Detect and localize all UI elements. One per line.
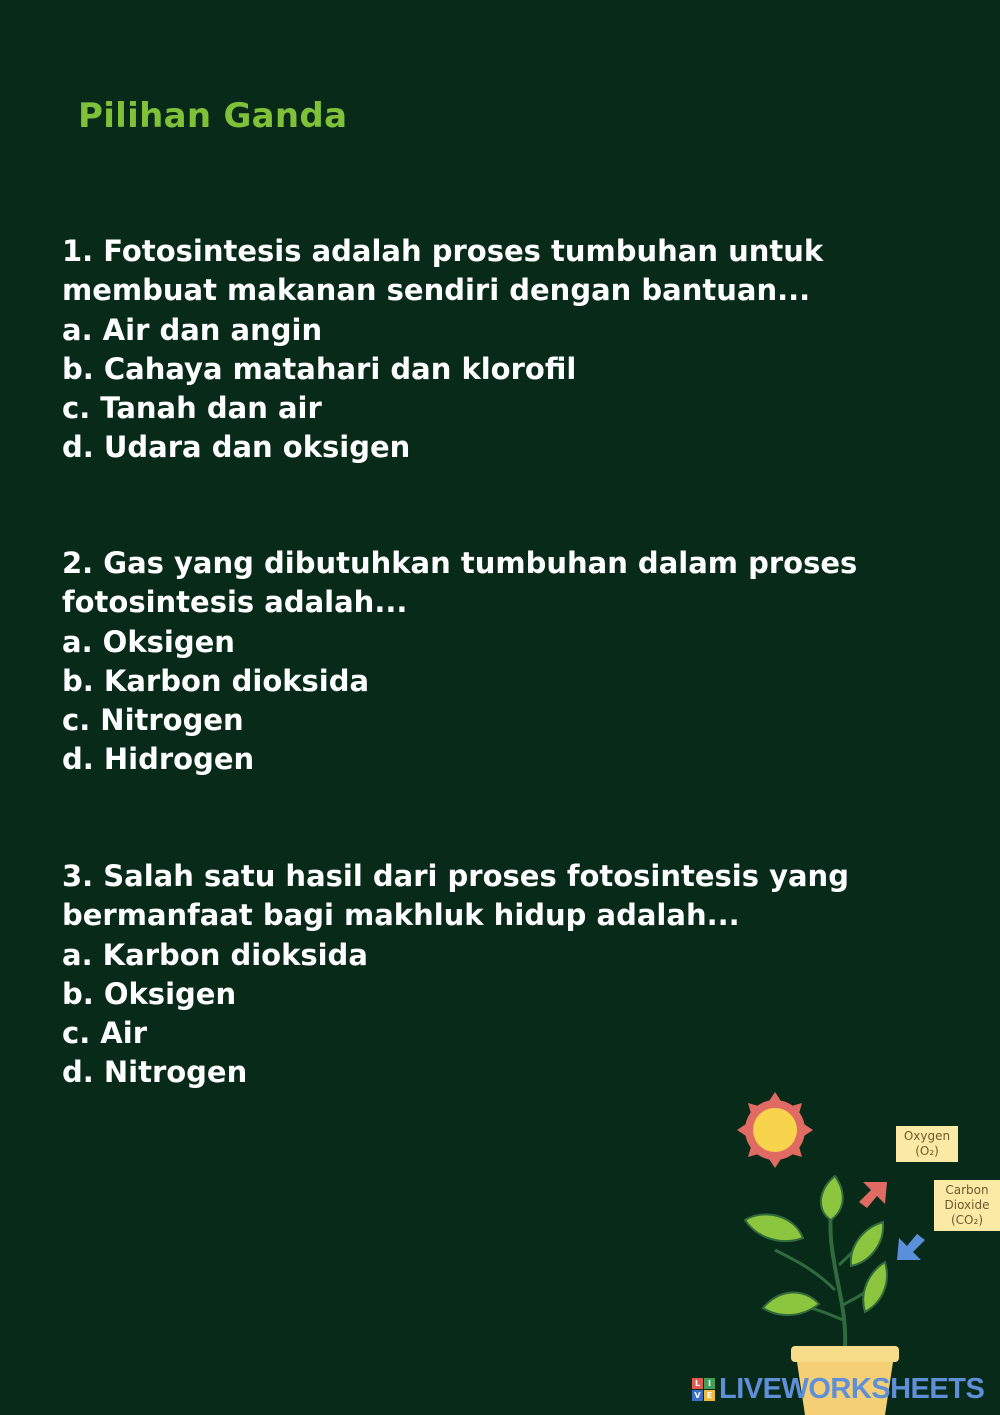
oxygen-label-line: (O₂)	[915, 1144, 939, 1158]
arrow-down-icon	[897, 1234, 925, 1260]
option-c: c. Tanah dan air	[62, 391, 322, 426]
page-title: Pilihan Ganda	[78, 96, 348, 136]
liveworksheets-watermark	[692, 1372, 984, 1406]
question-text-line: membuat makanan sendiri dengan bantuan...	[62, 273, 811, 308]
watermark-text: LIVEWORKSHEETS	[719, 1372, 985, 1405]
oxygen-label-line: Oxygen	[903, 1129, 951, 1143]
option-a: a. Karbon dioksida	[62, 937, 368, 972]
co2-label-line: Carbon	[945, 1183, 989, 1197]
question-text-line: 3. Salah satu hasil dari proses fotosintesis yang	[62, 859, 849, 893]
option-d: d. Nitrogen	[62, 1055, 248, 1090]
option-a: a. Air dan angin	[62, 312, 323, 347]
option-c: c. Nitrogen	[62, 703, 244, 738]
question-3	[62, 857, 882, 1093]
question-1	[62, 232, 882, 468]
question-text-line: bermanfaat bagi makhluk hidup adalah...	[62, 898, 740, 933]
co2-label-line: Dioxide	[944, 1198, 990, 1212]
carbon-dioxide-label	[934, 1180, 1000, 1231]
option-b: b. Cahaya matahari dan klorofil	[62, 351, 577, 386]
sun-icon	[737, 1092, 813, 1168]
oxygen-label	[896, 1126, 958, 1162]
option-c: c. Air	[62, 1016, 147, 1051]
photosynthesis-illustration	[735, 1090, 1000, 1415]
option-d: d. Udara dan oksigen	[62, 430, 411, 465]
option-d: d. Hidrogen	[62, 742, 255, 777]
co2-label-line: (CO₂)	[951, 1213, 983, 1227]
option-b: b. Oksigen	[62, 976, 237, 1011]
option-b: b. Karbon dioksida	[62, 663, 370, 698]
question-text-line: fotosintesis adalah...	[62, 585, 408, 620]
question-text-line: 1. Fotosintesis adalah proses tumbuhan untuk	[62, 234, 824, 268]
question-text-line: 2. Gas yang dibutuhkan tumbuhan dalam proses	[62, 546, 858, 580]
question-2	[62, 544, 882, 780]
liveworksheets-logo-icon: L I V E	[692, 1378, 715, 1401]
option-a: a. Oksigen	[62, 624, 235, 659]
arrow-up-icon	[859, 1182, 887, 1208]
